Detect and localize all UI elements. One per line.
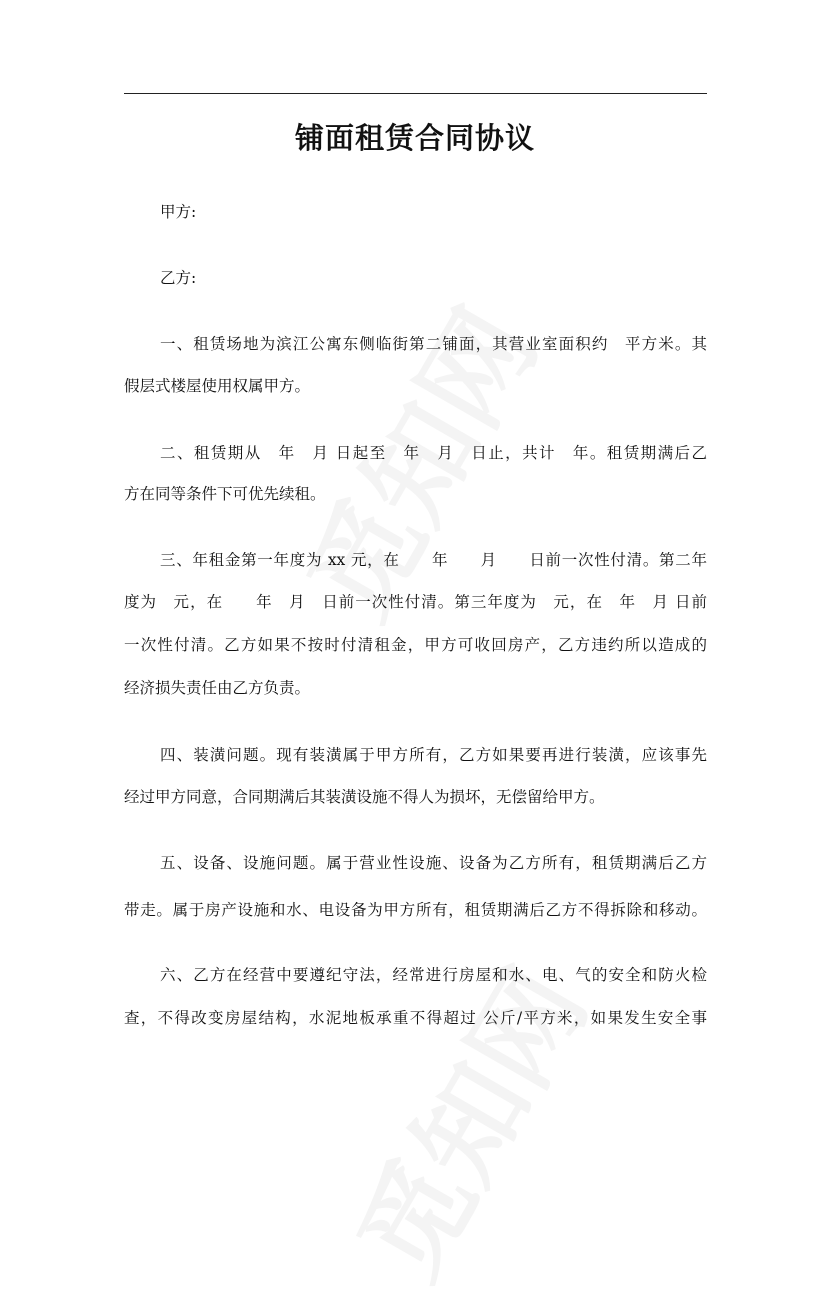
clause-1-line: 一、租赁场地为滨江公寓东侧临街第二铺面，其营业室面积约 平方米。其 xyxy=(160,335,707,353)
party-b-label: 乙方: xyxy=(160,269,197,287)
clause-3-line: 一次性付清。乙方如果不按时付清租金，甲方可收回房产，乙方违约所以造成的 xyxy=(124,636,707,654)
clause-6-line: 六、乙方在经营中要遵纪守法，经常进行房屋和水、电、气的安全和防火检 xyxy=(160,966,707,984)
clause-3-line: 三、年租金第一年度为 xx 元，在 年 月 日前一次性付清。第二年 xyxy=(160,551,707,569)
clause-6-line: 查，不得改变房屋结构，水泥地板承重不得超过 公斤/平方米，如果发生安全事 xyxy=(124,1009,707,1027)
clause-5-line: 五、设备、设施问题。属于营业性设施、设备为乙方所有，租赁期满后乙方 xyxy=(160,854,707,872)
header-rule xyxy=(124,93,707,94)
clause-4-line: 四、装潢问题。现有装潢属于甲方所有，乙方如果要再进行装潢，应该事先 xyxy=(160,746,707,764)
party-a-label: 甲方: xyxy=(160,203,197,221)
clause-4-line: 经过甲方同意，合同期满后其装潢设施不得人为损坏，无偿留给甲方。 xyxy=(124,788,605,806)
clause-5-line: 带走。属于房产设施和水、电设备为甲方所有，租赁期满后乙方不得拆除和移动。 xyxy=(124,901,707,919)
clause-2-line: 二、租赁期从 年 月 日起至 年 月 日止，共计 年。租赁期满后乙 xyxy=(160,444,707,462)
clause-3-line: 经济损失责任由乙方负责。 xyxy=(124,679,311,697)
clause-1-line: 假层式楼屋使用权属甲方。 xyxy=(124,377,311,395)
clause-2-line: 方在同等条件下可优先续租。 xyxy=(124,485,326,503)
watermark xyxy=(314,937,616,1301)
clause-3-line: 度为 元，在 年 月 日前一次性付清。第三年度为 元，在 年 月 日前 xyxy=(124,593,707,611)
document-title: 铺面租赁合同协议 xyxy=(294,121,535,155)
